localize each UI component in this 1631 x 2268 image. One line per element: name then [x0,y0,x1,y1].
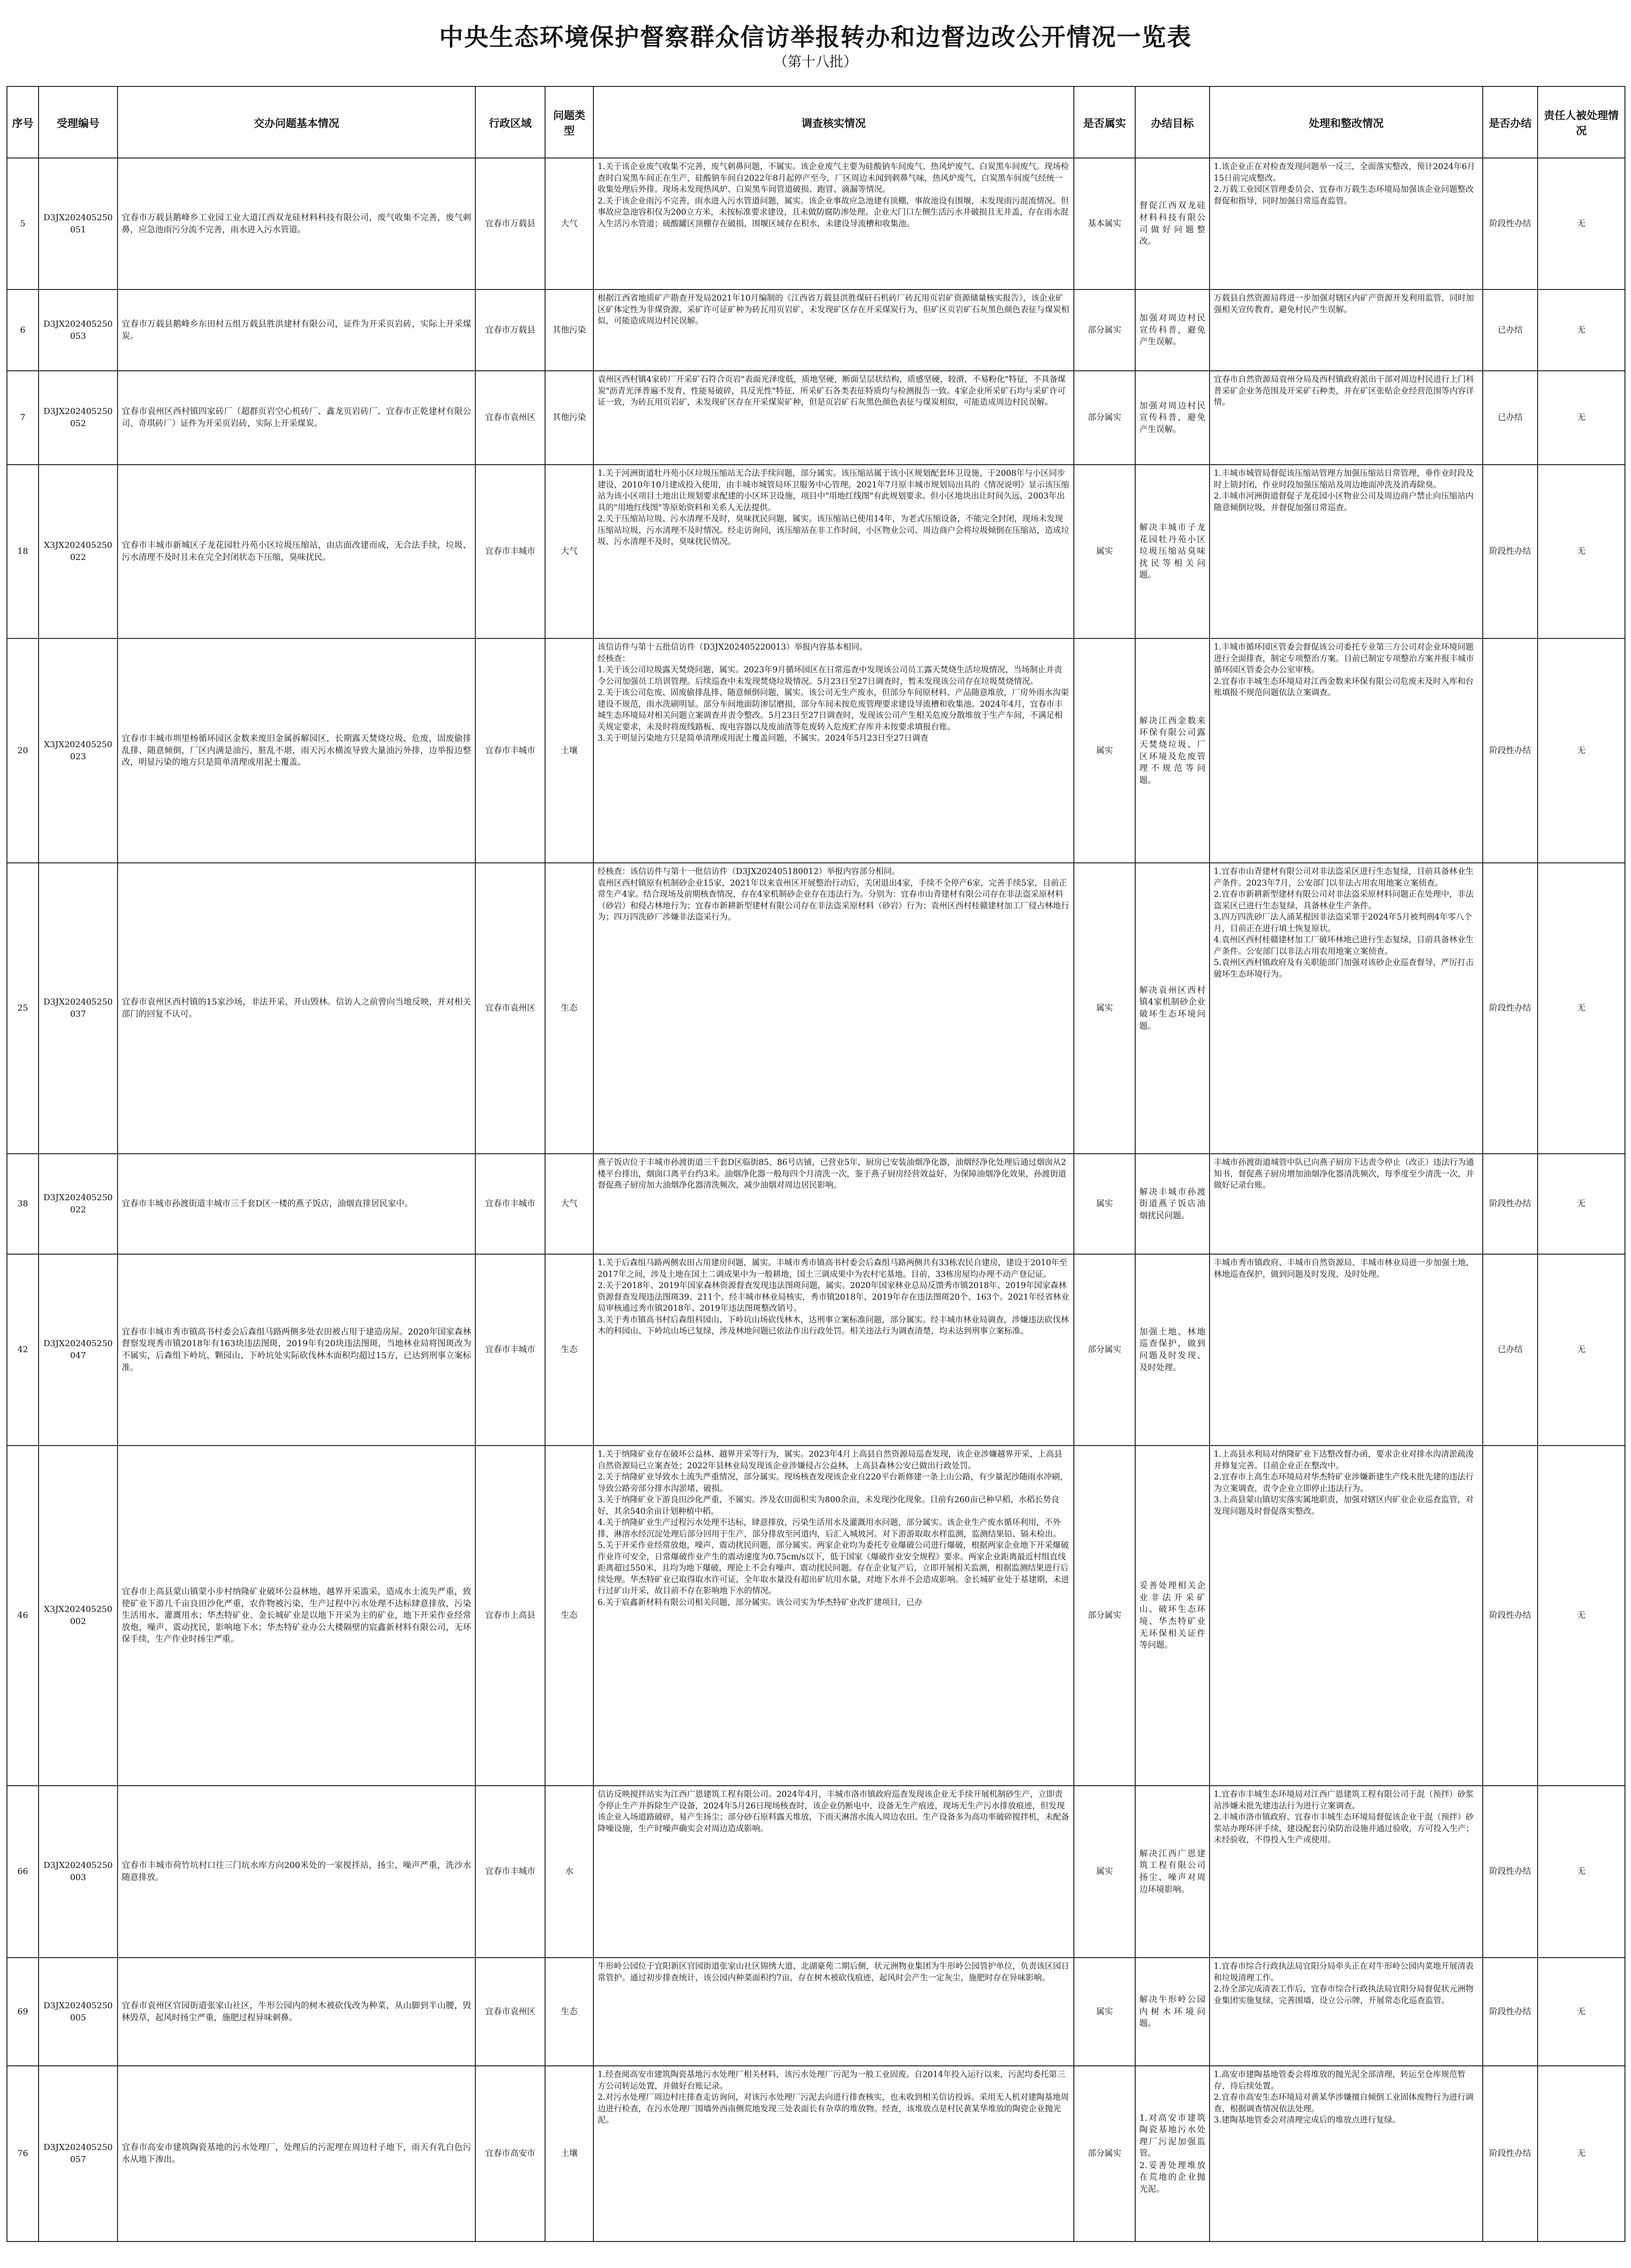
cell-accountability: 无 [1538,158,1625,289]
cell-completed: 已办结 [1483,1254,1538,1446]
cell-handling: 1.丰城市城管局督促该压缩站管理方加强压缩站日常管理，垂作业时段及时上锁封闭，作业时段加强压缩站及周边地面冲洗及消毒除臭。 2.丰城市河洲街道督促子龙花园小区物业公司及周边商户禁止向压缩站内随意倾倒垃圾，并督促加强日常巡查。 [1210,465,1483,638]
cell-acceptance-id: D3JX202405250037 [39,863,118,1154]
cell-investigation: 牛形岭公园位于宜阳新区官园街道张家山社区锦绣大道、北湖豪苑二期后侧，状元洲物业集团为牛形岭公园管护单位，负责该区园日常管护。通过初步排查统计，该公园内种菜面积约7亩，存在树木被砍伐痕迹，起风时会产生一定灰尘，施肥时存在异味影响。 [593,1958,1074,2066]
cell-serial: 69 [7,1958,39,2066]
cell-acceptance-id: D3JX202405250053 [39,289,118,371]
cell-serial: 20 [7,638,39,863]
header-region: 行政区域 [475,86,545,158]
cell-verified: 属实 [1074,863,1135,1154]
cell-acceptance-id: D3JX202405250005 [39,1958,118,2066]
cell-region: 宜春市丰城市 [475,1154,545,1254]
cell-handling: 丰城市孙渡街道城管中队已向燕子厨房下达责令停止（改正）违法行为通知书，督促燕子厨房增加油烟净化器清洗频次，每季度至少清洗一次，并做好记录台账。 [1210,1154,1483,1254]
cell-serial: 76 [7,2066,39,2242]
cell-investigation: 袁州区西村镇4家砖厂开采矿石符合页岩"表面光泽度低，质地坚硬，断面呈层状结构，质感坚硬，较滑，不易粉化"特征，不具备煤炭"沥青光泽普遍不发育，性能易破碎，具反光性"特征，所采矿石各类表征特质均与检测报告一致。4家企业所采矿石均与采矿许可证一致，为砖瓦用页岩矿，未发现矿区存在开采煤炭矿种，但是页岩矿石灰黑色颜色表征与煤炭相似，可能造成周边村民误解。 [593,371,1074,465]
cell-verified: 部分属实 [1074,1446,1135,1786]
cell-region: 宜春市丰城市 [475,1254,545,1446]
cell-completed: 阶段性办结 [1483,638,1538,863]
cell-acceptance-id: X3JX202405250023 [39,638,118,863]
cell-investigation: 信访反映搅拌站实为江西广恩建筑工程有限公司。2024年4月，丰城市洛市镇政府巡查发现该企业无手续开展机制砂生产，立即责令停止生产并拆除生产设备，2024年5月26日现场核查时，该企业仍断电中，设备无生产痕迹，现场无生产污水排放痕迹，但发现该企业入场道路破碎，易产生扬尘；部分砂石原料露天堆放，下雨天淋溶水流入周边农田。生产设备多为高功率破碎搅拌机，未配备降噪设施，生产时噪声确实会对周边造成影响。 [593,1786,1074,1958]
header-acceptance-id: 受理编号 [39,86,118,158]
table-row [7,465,1625,638]
cell-acceptance-id: D3JX202405250051 [39,158,118,289]
table-row [7,2066,1625,2242]
cell-handling: 丰城市秀市镇政府、丰城市自然资源局、丰城市林业局进一步加强土地、林地巡查保护，做到问题及时发现、及时处理。 [1210,1254,1483,1446]
cell-goal: 解决丰城市孙渡街道燕子饭店油烟扰民问题。 [1135,1154,1210,1254]
cell-goal: 加强对周边村民宣传科普，避免产生误解。 [1135,289,1210,371]
table-row [7,1958,1625,2066]
cell-problem-type: 生态 [545,1446,593,1786]
table-row [7,289,1625,371]
cell-goal: 督促江西双龙硅材料科技有限公司做好问题整改。 [1135,158,1210,289]
cell-issue: 宜春市丰城市荷竹坑村口往三门坑水库方向200米处的一家搅拌站，扬尘、噪声严重，洗沙水随意排放。 [118,1786,475,1958]
cell-completed: 阶段性办结 [1483,2066,1538,2242]
cell-goal: 解决牛形岭公园内树木环境问题。 [1135,1958,1210,2066]
cell-issue: 宜春市袁州区西村镇的15家沙场，非法开采，开山毁林。信访人之前曾向当地反映，并对相关部门的回复不认可。 [118,863,475,1154]
cell-completed: 阶段性办结 [1483,1154,1538,1254]
cell-handling: 1.高安市建陶基地管委会将堆放的抛光泥全部清理，转运至仓库规范暂存，待后续处置。 2.宜春市高安生态环境局对黄某华涉嫌擅自倾倒工业固体废物行为进行调查，根据调查情况依法处理。 3.建陶基地管委会对清理完成后的堆放点进行复绿。 [1210,2066,1483,2242]
page-title: 中央生态环境保护督察群众信访举报转办和边督边改公开情况一览表 [439,24,1192,52]
table-row [7,863,1625,1154]
cell-accountability: 无 [1538,1958,1625,2066]
table-row [7,1446,1625,1786]
cell-completed: 阶段性办结 [1483,465,1538,638]
header-investigation: 调查核实情况 [593,86,1074,158]
cell-accountability: 无 [1538,1446,1625,1786]
cell-goal: 1.对高安市建筑陶瓷基地污水处理厂污泥加强监管。 2.妥善处理堆放在荒地的企业抛光泥。 [1135,2066,1210,2242]
cell-accountability: 无 [1538,1154,1625,1254]
cell-investigation: 1.关于后森组马路两侧农田占用建房问题，属实。丰城市秀市镇高书村委会后森组马路两侧共有33栋农民自建房，建设于2010年至2017年之间，涉及土地在国土二调成果中为一般耕地，国土三调成果中为农村宅基地。目前，33栋房屋均办理不动产登记证。 2.关于2018年、2019年国家森林资源督查发现违法图斑问题，属实。2020年国家林业总局反馈秀市镇2018年、2019年国家森林资源督查发现违法图斑39、211个。经丰城市林业局核实，秀市镇2018年、2019年存在违法图斑20个、163个。2021年经省林业局审核通过秀市镇2018年、2019年违法图斑整改销号。 3.关于秀市镇高书村后森组科园山、下岭坑山场砍伐林木，达刑事立案标准问题，部分属实。经丰城市林业局调查，涉嫌违法砍伐林木的科园山、下岭坑山场已复绿，涉及林地问题已依法作出行政处罚。相关违法行为调查清楚，均未达到刑事立案标准。 [593,1254,1074,1446]
cell-acceptance-id: X3JX202405250022 [39,465,118,638]
cell-completed: 阶段性办结 [1483,1958,1538,2066]
cell-verified: 属实 [1074,638,1135,863]
cell-problem-type: 大气 [545,1154,593,1254]
cell-serial: 42 [7,1254,39,1446]
cell-region: 宜春市万载县 [475,289,545,371]
cell-acceptance-id: D3JX202405250052 [39,371,118,465]
cell-investigation: 1.关于纳隆矿业存在破坏公益林、越界开采等行为，属实。2023年4月上高县自然资源局巡查发现，该企业涉嫌越界开采，上高县自然资源局已立案查处；2022年县林业局发现该企业涉嫌侵占公益林，上高县森林公安已做出行政处罚。 2.关于纳隆矿业导致水土流失严重情况，部分属实。现场核查发现该企业自220平台新修建一条上山公路，有少量泥沙随雨水冲刷，导致公路旁部分排水沟淤堵、破损。 3.关于纳隆矿业下游良田沙化严重，不属实。涉及农田面积实为800余亩，未发现沙化现象。目前有260亩已种早稻，水稻长势良好，其余540余亩计划种植中稻。 4.关于纳隆矿业生产过程污水处理不达标，肆意排放，污染生活用水及灌溉用水问题，部分属实。该企业生产废水循环利用，不外排，淋溶水经沉淀处理后部分回用于生产，部分排放至河道内，后汇入城坡河。对下游游取取水样监测，监测结果铅、镉未检出。 5.关于开采作业经常放炮，噪声、震动扰民问题，部分属实。两家企业均为委托专业爆破公司进行爆破，根据两家企业地下开采爆破作业许可安全，日常爆破作业产生的震动速度为0.75cm/s以下，低于国家《爆破作业安全规程》要求。两家企业距离最近村组直线距离超过550米，且均为地下爆破，理论上不会有噪声、震动扰民问题。存在企业复产后，立即开展相关监测，根据监测结果进行后续处理。华杰特矿业已取得取水许可证，全年取水量没有超出矿坑用水量，对地下水并不会造成影响。金长城矿业处于基建期，未进行过矿山开采，故目前不存在影响地下水的情况。 6.关于宸鑫新材料有限公司相关问题，部分属实。该公司实为华杰特矿业改扩建项目，已办 [593,1446,1074,1786]
cell-investigation: 1.经查阅高安市建筑陶瓷基地污水处理厂相关材料，该污水处理厂污泥为一般工业固废。自2014年投入运行以来，污泥均委托第三方公司转运处置，并做好台账记录。 2.对污水处理厂周边村庄排查走访询问，对该污水处理厂污泥去向进行排查核实，也未收到相关信访投诉。采用无人机对建陶基地周边进行检查，在污水处理厂围墙外西南侧荒地发现三处表面长有杂草的堆放物。经查，该堆放点是村民黄某华堆放的陶瓷企业抛光泥。 [593,2066,1074,2242]
header-accountability: 责任人被处理情况 [1538,86,1625,158]
cell-completed: 阶段性办结 [1483,1786,1538,1958]
cell-acceptance-id: D3JX202405250057 [39,2066,118,2242]
cell-issue: 宜春市袁州区西村镇四家砖厂（超群页岩空心机砖厂、鑫龙页岩砖厂、宜春市正乾建材有限公司、奇琪砖厂）证件为开采页岩砖，实际上开采煤炭。 [118,371,475,465]
cell-problem-type: 水 [545,1786,593,1958]
cell-goal: 加强对周边村民宣传科普，避免产生误解。 [1135,371,1210,465]
cell-problem-type: 大气 [545,465,593,638]
cell-goal: 解决丰城市子龙花园牡丹苑小区垃圾压缩站臭味扰民等相关问题。 [1135,465,1210,638]
cell-problem-type: 其他污染 [545,371,593,465]
cell-problem-type: 大气 [545,158,593,289]
cell-completed: 已办结 [1483,289,1538,371]
cell-acceptance-id: D3JX202405250047 [39,1254,118,1446]
cell-handling: 1.宜春市山青建材有限公司对非法盗采区进行生态复绿，目前具备林业生产条件。2023年7月，公安部门以非法占用农用地案立案侦查。 2.宜春市新耕新型建材有限公司对非法盗采原材料问题正在处理中，非法盗采区已进行生态复绿，具备林业生产条件。 3.四万四洗砂厂法人涌某棍因非法盗采罪于2024年5月被判刑4年零八个月，目前正在进行填土恢复原状。 4.袁州区西村桂赣建材加工厂破坏林地已进行生态复绿，目前具备林业生产条件。公安部门以非法占用农用地案立案侦查。 5.袁州区西村镇政府及有关职能部门加强对该砂企业巡查督导，严厉打击破坏生态环境行为。 [1210,863,1483,1154]
cell-problem-type: 土壤 [545,638,593,863]
header-completed: 是否办结 [1483,86,1538,158]
cell-serial: 46 [7,1446,39,1786]
cell-handling: 1.丰城市循环园区管委会督促该公司委托专业第三方公司对企业环境问题进行全面排查，制定专项整治方案。目前已制定专项整治方案并报丰城市循环园区管委会办公室审核。 2.宜春市丰城生态环境局对江西金数来环保有限公司危废未及时入库和台账填报不规范问题依法立案调查。 [1210,638,1483,863]
cell-verified: 部分属实 [1074,289,1135,371]
cell-investigation: 1.关于河洲街道牡丹苑小区垃圾压缩站无合法手续问题，部分属实。该压缩站属于该小区规划配套环卫设施，于2008年与小区同步建设，2010年10月建成投入使用，由丰城市城管局环卫服务中心管理。2021年7月原丰城市规划局出具的《情况说明》显示该压缩站为该小区项目土地出让规划要求配建的小区环卫设施，项目中"用地红线图"有此规划要求。但小区地块出让时间久远，2003年出具的"用地红线图"等原始资料和关系人无法提供。 2.关于压缩站垃圾、污水清理不及时，臭味扰民问题，属实。该压缩站已使用14年，为老式压缩设备，不能完全封闭，现场未发现压缩站垃圾、污水清理不及时情况。经走访询问，该压缩站在非工作时间，小区物业公司、周边商户会将垃圾倾倒在压缩站，造成垃圾、污水清理不及时，臭味扰民情况。 [593,465,1074,638]
cell-region: 宜春市袁州区 [475,1958,545,2066]
cell-verified: 属实 [1074,1154,1135,1254]
cell-problem-type: 其他污染 [545,289,593,371]
cell-completed: 阶段性办结 [1483,1446,1538,1786]
cell-serial: 66 [7,1786,39,1958]
cell-handling: 1.该企业正在对检查发现问题举一反三，全面落实整改，预计2024年6月15日前完成整改。 2.万载工业园区管理委员会、宜春市万载生态环境局加强该企业问题整改督促和指导，同时加强日常巡查监管。 [1210,158,1483,289]
cell-region: 宜春市袁州区 [475,371,545,465]
batch-subtitle: （第十八批） [774,54,857,70]
header-problem-type: 问题类型 [545,86,593,158]
cell-accountability: 无 [1538,289,1625,371]
cell-completed: 阶段性办结 [1483,158,1538,289]
cell-problem-type: 生态 [545,863,593,1154]
cell-accountability: 无 [1538,2066,1625,2242]
table-row [7,638,1625,863]
cell-issue: 宜春市高安市建筑陶瓷基地的污水处理厂，处理后的污泥埋在周边村子地下，雨天有乳白色污水从地下渗出。 [118,2066,475,2242]
table-row [7,371,1625,465]
cell-issue: 宜春市袁州区官园街道张家山社区，牛形公园内的树木被砍伐改为种菜，从山脚到半山腰，毁林毁草，起风时扬尘严重，施肥过程异味刺鼻。 [118,1958,475,2066]
cell-accountability: 无 [1538,1254,1625,1446]
cell-issue: 宜春市丰城市圳里杨循环园区金数来废旧金属拆解园区，长期露天焚烧垃圾、危废，固废偷排乱排、随意倾倒，厂区内满是油污，脏乱不堪，雨天污水横流导致大量油污外排，边举报边整改，明显污染的地方只是简单清理或用泥土覆盖。 [118,638,475,863]
cell-serial: 7 [7,371,39,465]
cell-investigation: 1.关于该企业废气收集不完善，废气刺鼻问题，不属实。该企业废气主要为硅酸钠车间废气、热风炉废气、白炭黑车间废气。现场检查时白炭黑车间正在生产，硅酸钠车间自2022年8月起停产至今，厂区周边未闻到刺鼻气味，热风炉废气、白炭黑车间废气经统一收集处理后外排。现场未发现热风炉、白炭黑车间管道破损、跑冒、滴漏等情况。 2.关于该企业雨污不完善，雨水进入污水管道问题，属实。该企业事故应急池建有顶棚，事故池设有围堰，未发现雨污混流情况。但事故应急池容积仅为200立方米，未按标准要求建设，且未做防腐防渗处理。企业大门口左侧生活污水井破损且无井盖，存在雨水混入生活污水管道；硫酸罐区顶棚存在破损，围堰区域存在积水，未建设导流槽和收集池。 [593,158,1074,289]
cell-region: 宜春市丰城市 [475,465,545,638]
cell-investigation: 经核查：该信访件与第十一批信访件（D3JX202405180012）举报内容部分相同。 袁州区西村镇原有机制砂企业15家，2021年以来袁州区开展整治行动后，关闭退出4家，手续不全停产6家，完善手续5家，目前正常生产4家。结合现场及前期核查情况，存在4家机制砂企业存在违法行为。分别为：宜春市山青建材有限公司存在非法盗采原材料（砂岩）和侵占林地行为；宜春市新耕新型建材有限公司存在非法盗采原材料（砂岩）行为；袁州区西村桂赣建材加工厂侵占林地行为；四万四洗砂厂涉嫌非法盗采行为。 [593,863,1074,1154]
cell-serial: 38 [7,1154,39,1254]
cell-problem-type: 土壤 [545,2066,593,2242]
cell-accountability: 无 [1538,638,1625,863]
cell-verified: 基本属实 [1074,158,1135,289]
report-table [7,86,1625,2242]
table-row [7,1154,1625,1254]
cell-region: 宜春市万载县 [475,158,545,289]
cell-problem-type: 生态 [545,1254,593,1446]
header-issue: 交办问题基本情况 [118,86,475,158]
cell-region: 宜春市丰城市 [475,1786,545,1958]
cell-region: 宜春市丰城市 [475,638,545,863]
cell-accountability: 无 [1538,1786,1625,1958]
cell-issue: 宜春市丰城市孙渡街道丰城市三千套D区一楼的燕子饭店，油烟直排居民家中。 [118,1154,475,1254]
cell-handling: 1.宜春市丰城生态环境局对江西广恩建筑工程有限公司于混（预拌）砂浆站涉嫌未批先建违法行为进行立案调查。 2.丰城市洛市镇政府、宜春市丰城生态环境局督促该企业于混（预拌）砂浆站办理环评手续，建设配套污染防治设施并通过验收，方可投入生产；未经验收，不得投入生产或使用。 [1210,1786,1483,1958]
cell-investigation: 该信访件与第十五批信访件（D3JX202405220013）举报内容基本相同。 经核查： 1.关于该公司垃圾露天焚烧问题，属实。2023年9月循环园区在日常巡查中发现该公司员工露天焚烧生活垃圾情况，当场制止并责令公司加强员工培训管理。后续巡查中未发现焚烧垃圾情况。5月23日至27日调查时，暂未发现该公司存在垃圾焚烧情况。 2.关于该公司危废、固废偷排乱排、随意倾倒问题，属实。该公司无生产废水，但部分车间原材料、产品随意堆放，厂房外雨水沟渠建设不规范，雨水洗刷明显。部分车间地面防渗层磨损，部分车间未按危废管理要求建设导流槽和收集池。2024年4月，宜春市丰城生态环境局对相关问题立案调查并责令整改。5月23日至27日调查时，发现该公司产生相关危废分散堆放于生产车间，不满足相关规定要求，未及时将废线路板、废电容器以及废油渣等危废转入危废贮存库并未按要求填报台账。 3.关于明显污染地方只是简单清理或用泥土覆盖问题，不属实。2024年5月23日至27日调查 [593,638,1074,863]
header-handling: 处理和整改情况 [1210,86,1483,158]
cell-accountability: 无 [1538,465,1625,638]
table-row [7,1254,1625,1446]
cell-region: 宜春市高安市 [475,2066,545,2242]
cell-acceptance-id: D3JX202405250022 [39,1154,118,1254]
cell-handling: 1.上高县水利局对纳隆矿业下达整改督办函，要求企业对排水沟清淤疏浚并修复完善。目前企业正在整改中。 2.宜春市上高生态环境局对华杰特矿业涉嫌新建生产线未批先建的违法行为立案调查，责令企业立即停止违法行为。 3.上高县蒙山镇切实落实属地职责，加强对辖区内矿业企业巡查监管，对发现问题及时督促落实整改。 [1210,1446,1483,1786]
cell-issue: 宜春市上高县蒙山镇蒙小步村纳隆矿业破坏公益林地、越界开采滥采，造成水土流失严重，致使矿业下游几千亩良田沙化严重，农作物被污染，生产过程中污水处理不达标肆意排放，污染生活用水、灌溉用水；华杰特矿业、金长城矿业是以地下开采为主的矿业，地下开采作业经常放炮，噪声、震动扰民，影响地下水；华杰特矿业办公大楼隔壁的宸鑫新材料有限公司，无环保手续，生产作业时扬尘严重。 [118,1446,475,1786]
cell-handling: 1.宜春市综合行政执法局宜阳分局牵头正在对牛形岭公园内菜地开展清表和垃圾清理工作。 2.待全部完成清表工作后，宜春市综合行政执法局宜阳分局督促状元洲物业集团实施复绿，完善围墙，设立公示牌，开展常态化巡查监管。 [1210,1958,1483,2066]
cell-issue: 宜春市丰城市秀市镇高书村委会后森组马路两侧多处农田被占用于建造房屋。2020年国家森林督察发现秀市镇2018年有163块违法图斑，2019年有20块违法图斑，当地林业局将图斑改为不属实，后森组下岭坑、颗园山、下岭坑处实际砍伐林木面积均超过15方，已达到刑事立案标准。 [118,1254,475,1446]
cell-acceptance-id: X3JX202405250002 [39,1446,118,1786]
cell-region: 宜春市袁州区 [475,863,545,1154]
table-header-row [7,86,1625,158]
cell-issue: 宜春市万载县鹅峰乡东田村五组万载县胜洪建材有限公司，证件为开采页岩砖，实际上开采煤炭。 [118,289,475,371]
cell-verified: 属实 [1074,1786,1135,1958]
header-serial: 序号 [7,86,39,158]
cell-issue: 宜春市万载县鹅峰乡工业园工业大道江西双龙硅材料科技有限公司，废气收集不完善，废气刺鼻，应急池雨污分流不完善，雨水进入污水管道。 [118,158,475,289]
cell-verified: 部分属实 [1074,2066,1135,2242]
cell-completed: 阶段性办结 [1483,863,1538,1154]
cell-issue: 宜春市丰城市新城区子龙花园牡丹苑小区垃圾压缩站，由店面改建而成，无合法手续，垃圾、污水清理不及时且未在完全封闭状态下压缩，臭味扰民。 [118,465,475,638]
cell-verified: 属实 [1074,465,1135,638]
cell-serial: 5 [7,158,39,289]
cell-verified: 属实 [1074,1958,1135,2066]
header-goal: 办结目标 [1135,86,1210,158]
table-row [7,1786,1625,1958]
cell-serial: 25 [7,863,39,1154]
cell-goal: 加强土地、林地巡查保护，做到问题及时发现、及时处理。 [1135,1254,1210,1446]
cell-goal: 解决袁州区西村镇4家机制砂企业破坏生态环境问题。 [1135,863,1210,1154]
cell-goal: 解决江西金数来环保有限公司露天焚烧垃圾、厂区环境及危废管理不规范等问题。 [1135,638,1210,863]
cell-goal: 妥善处理相关企业非法开采矿山、破坏生态环境、华杰特矿业无环保相关证件等问题。 [1135,1446,1210,1786]
cell-serial: 6 [7,289,39,371]
cell-accountability: 无 [1538,863,1625,1154]
cell-accountability: 无 [1538,371,1625,465]
table-row [7,158,1625,289]
cell-completed: 已办结 [1483,371,1538,465]
header-verified: 是否属实 [1074,86,1135,158]
cell-investigation: 燕子饭店位于丰城市孙渡街道三千套D区临街85、86号店铺，已营业5年，厨房已安装油烟净化器，油烟经净化处理后通过烟囱从2楼平台排出，烟囱口离平台约3米。油烟净化器一般每四个月清洗一次，鉴于燕子厨房经营效益好，为保障油烟净化效果，孙渡街道督促燕子厨房加大油烟净化器清洗频次，减少油烟对周边居民影响。 [593,1154,1074,1254]
cell-goal: 解决江西广恩建筑工程有限公司扬尘、噪声对周边环境影响。 [1135,1786,1210,1958]
cell-verified: 部分属实 [1074,371,1135,465]
cell-handling: 宜春市自然资源局袁州分局及西村镇政府派出干部对周边村民进行上门科普采矿企业务范围及开采矿石种类，并在矿区张贴企业经营范围等内容详情。 [1210,371,1483,465]
cell-region: 宜春市上高县 [475,1446,545,1786]
cell-problem-type: 生态 [545,1958,593,2066]
cell-serial: 18 [7,465,39,638]
table-body [7,158,1625,2242]
cell-investigation: 根据江西省地质矿产勘查开发局2021年10月编制的《江西省万载县洪胜煤矸石机砖厂砖瓦用页岩矿资源储量核实报告》，该企业矿区矿体定性为非煤资源，采矿许可证矿种为砖瓦用页岩矿，未发现矿区存在开采煤炭行为，但矿区页岩矿石灰黑色颜色表征与煤炭相似，可能造成周边村民误解。 [593,289,1074,371]
cell-acceptance-id: D3JX202405250003 [39,1786,118,1958]
cell-verified: 部分属实 [1074,1254,1135,1446]
cell-handling: 万载县自然资源局将进一步加强对辖区内矿产资源开发利用监管，同时加强相关宣传教育，避免村民产生误解。 [1210,289,1483,371]
